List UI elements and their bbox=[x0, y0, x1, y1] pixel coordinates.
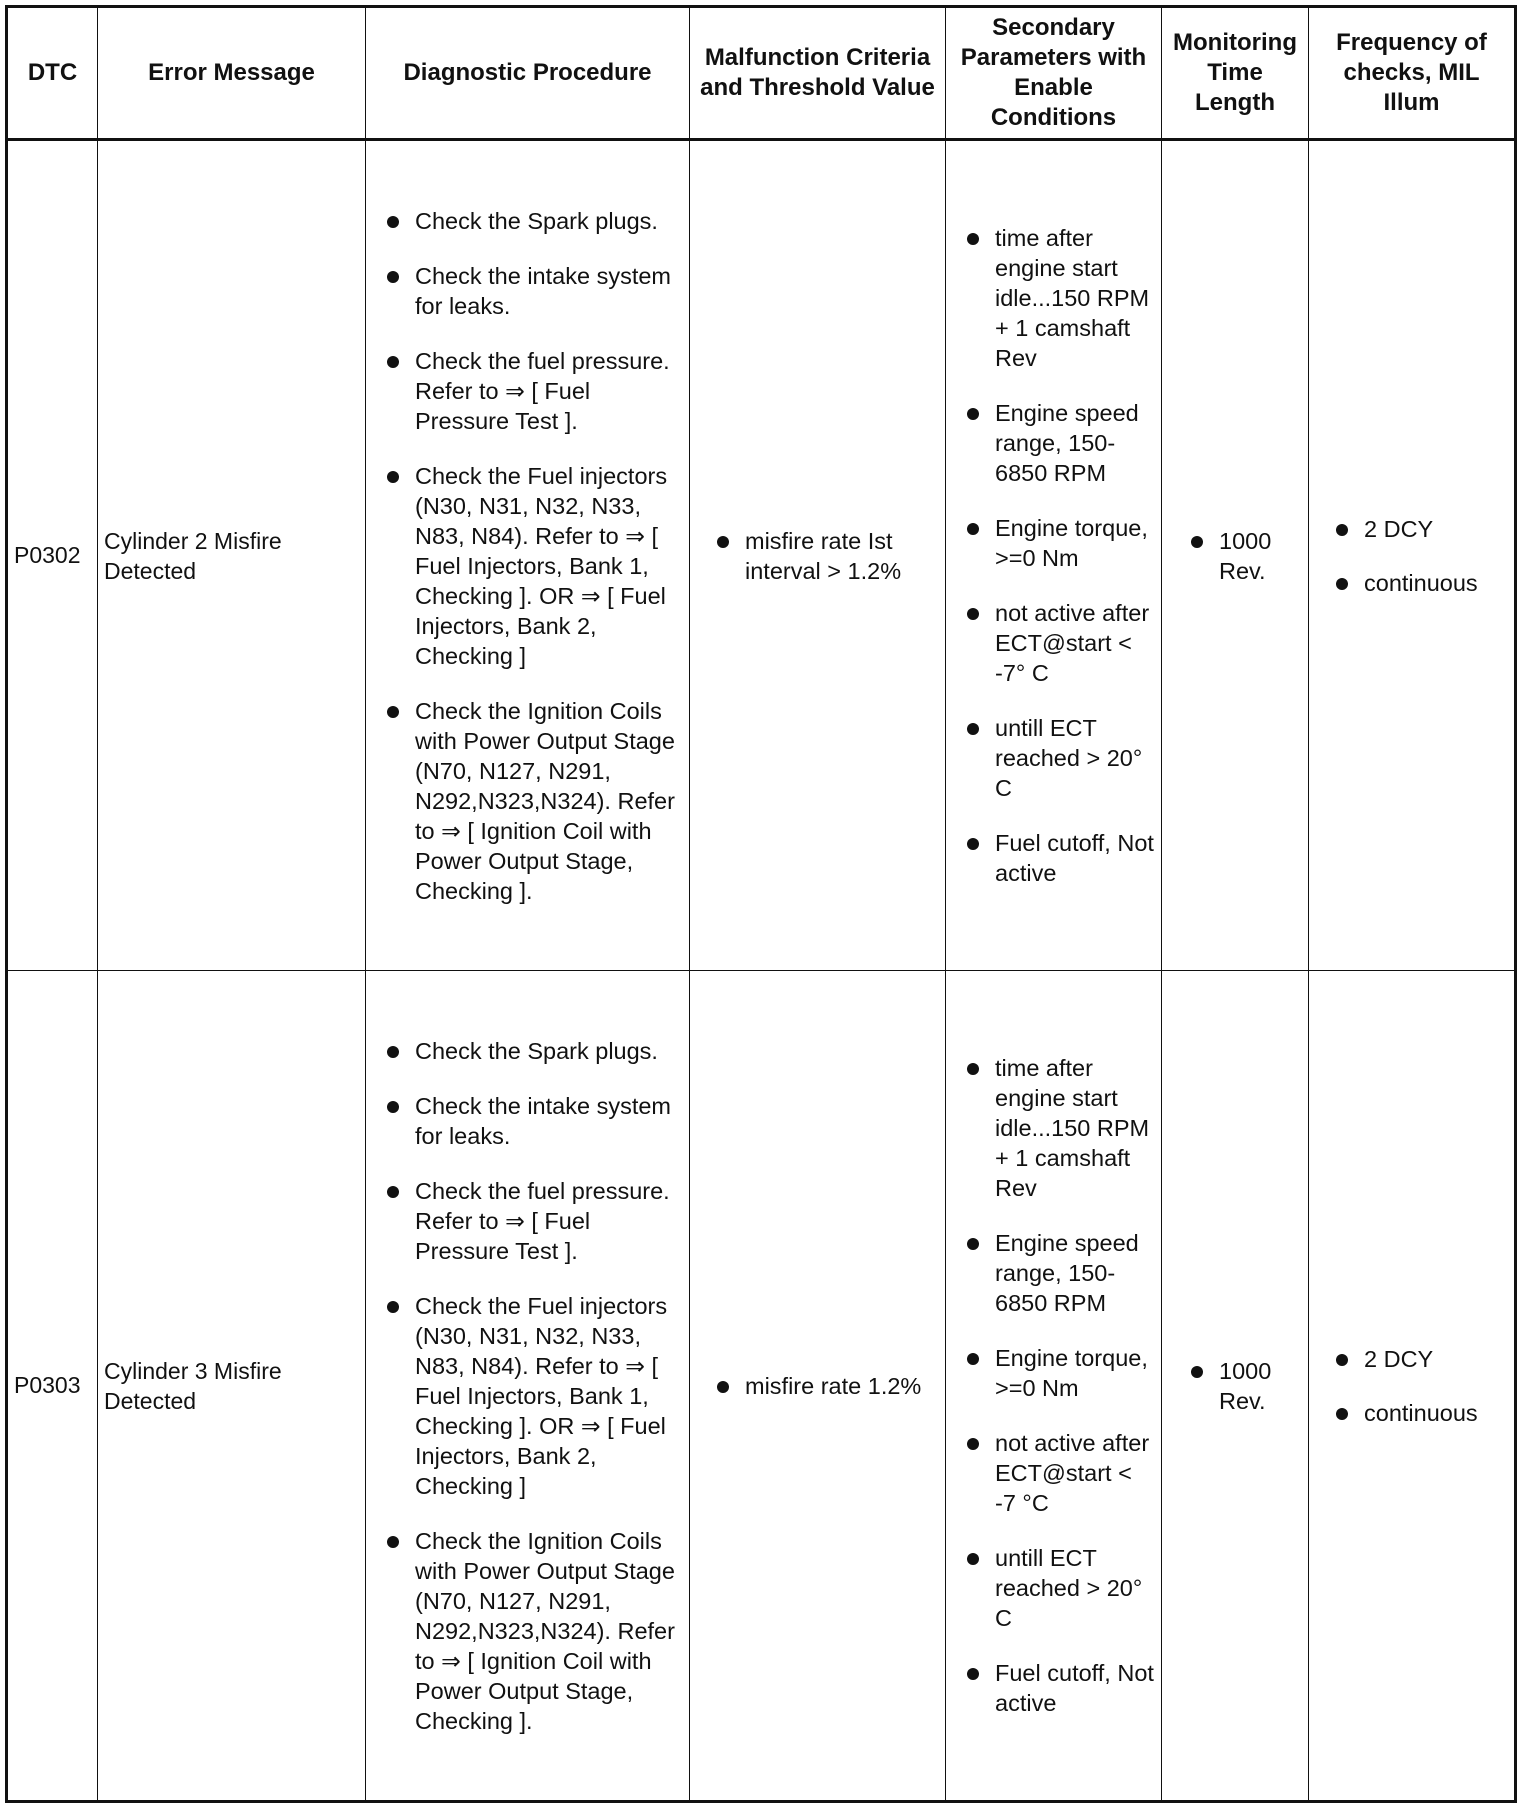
procedure-item: Check the intake system for leaks. bbox=[384, 1091, 685, 1151]
monitoring-list bbox=[1188, 1356, 1304, 1416]
frequency-cell bbox=[1309, 140, 1516, 971]
secondary-list bbox=[964, 223, 1157, 888]
header-error-message: Error Message bbox=[98, 7, 366, 140]
diagnostic-procedure-cell bbox=[366, 140, 690, 971]
secondary-list bbox=[964, 1053, 1157, 1718]
frequency-cell bbox=[1309, 971, 1516, 1802]
monitoring-item: 1000 Rev. bbox=[1188, 1356, 1304, 1416]
header-diagnostic-procedure: Diagnostic Procedure bbox=[366, 7, 690, 140]
secondary-item: not active after ECT@start < -7° C bbox=[964, 598, 1157, 688]
monitoring-list bbox=[1188, 526, 1304, 586]
frequency-list bbox=[1333, 1344, 1510, 1428]
frequency-item: 2 DCY bbox=[1333, 514, 1510, 544]
secondary-item: Fuel cutoff, Not active bbox=[964, 828, 1157, 888]
table-row bbox=[7, 971, 1516, 1802]
monitoring-time-cell bbox=[1162, 140, 1309, 971]
secondary-item: not active after ECT@start < -7 °C bbox=[964, 1428, 1157, 1518]
procedure-item: Check the Ignition Coils with Power Output Stage (N70, N127, N291, N292,N323,N324). Refer to ⇒ [ Ignition Coil with Power Output Stage, Checking ]. bbox=[384, 1526, 685, 1736]
procedure-list bbox=[384, 1036, 685, 1736]
malfunction-criteria-cell bbox=[690, 140, 946, 971]
criteria-item: misfire rate 1.2% bbox=[714, 1371, 941, 1401]
error-message: Cylinder 2 Misfire Detected bbox=[98, 140, 366, 971]
frequency-item: continuous bbox=[1333, 568, 1510, 598]
procedure-item: Check the Ignition Coils with Power Output Stage (N70, N127, N291, N292,N323,N324). Refer to ⇒ [ Ignition Coil with Power Output Stage, Checking ]. bbox=[384, 696, 685, 906]
criteria-list bbox=[714, 1371, 941, 1401]
frequency-item: continuous bbox=[1333, 1398, 1510, 1428]
frequency-item: 2 DCY bbox=[1333, 1344, 1510, 1374]
secondary-item: time after engine start idle...150 RPM + 1 camshaft Rev bbox=[964, 1053, 1157, 1203]
procedure-list bbox=[384, 206, 685, 906]
header-malfunction-criteria: Malfunction Criteria and Threshold Value bbox=[690, 7, 946, 140]
secondary-parameters-cell bbox=[946, 140, 1162, 971]
dtc-table bbox=[5, 5, 1517, 1803]
procedure-item: Check the Spark plugs. bbox=[384, 1036, 685, 1066]
header-dtc: DTC bbox=[7, 7, 98, 140]
secondary-item: untill ECT reached > 20° C bbox=[964, 713, 1157, 803]
secondary-item: time after engine start idle...150 RPM + 1 camshaft Rev bbox=[964, 223, 1157, 373]
procedure-item: Check the fuel pressure. Refer to ⇒ [ Fuel Pressure Test ]. bbox=[384, 1176, 685, 1266]
header-frequency: Frequency of checks, MIL Illum bbox=[1309, 7, 1516, 140]
secondary-item: Engine torque, >=0 Nm bbox=[964, 1343, 1157, 1403]
monitoring-item: 1000 Rev. bbox=[1188, 526, 1304, 586]
secondary-item: untill ECT reached > 20° C bbox=[964, 1543, 1157, 1633]
error-message: Cylinder 3 Misfire Detected bbox=[98, 971, 366, 1802]
secondary-item: Engine torque, >=0 Nm bbox=[964, 513, 1157, 573]
malfunction-criteria-cell bbox=[690, 971, 946, 1802]
dtc-code: P0302 bbox=[7, 140, 98, 971]
criteria-item: misfire rate Ist interval > 1.2% bbox=[714, 526, 941, 586]
procedure-item: Check the intake system for leaks. bbox=[384, 261, 685, 321]
diagnostic-procedure-cell bbox=[366, 971, 690, 1802]
dtc-code: P0303 bbox=[7, 971, 98, 1802]
secondary-item: Fuel cutoff, Not active bbox=[964, 1658, 1157, 1718]
frequency-list bbox=[1333, 514, 1510, 598]
table-row bbox=[7, 140, 1516, 971]
procedure-item: Check the Fuel injectors (N30, N31, N32, N33, N83, N84). Refer to ⇒ [ Fuel Injectors, Bank 1, Checking ]. OR ⇒ [ Fuel Injectors, Bank 2, Checking ] bbox=[384, 1291, 685, 1501]
procedure-item: Check the Fuel injectors (N30, N31, N32, N33, N83, N84). Refer to ⇒ [ Fuel Injectors, Bank 1, Checking ]. OR ⇒ [ Fuel Injectors, Bank 2, Checking ] bbox=[384, 461, 685, 671]
criteria-list bbox=[714, 526, 941, 586]
secondary-item: Engine speed range, 150-6850 RPM bbox=[964, 398, 1157, 488]
secondary-item: Engine speed range, 150-6850 RPM bbox=[964, 1228, 1157, 1318]
header-monitoring-time: Monitoring Time Length bbox=[1162, 7, 1309, 140]
header-secondary-parameters: Secondary Parameters with Enable Conditions bbox=[946, 7, 1162, 140]
procedure-item: Check the fuel pressure. Refer to ⇒ [ Fuel Pressure Test ]. bbox=[384, 346, 685, 436]
header-row bbox=[7, 7, 1516, 140]
procedure-item: Check the Spark plugs. bbox=[384, 206, 685, 236]
monitoring-time-cell bbox=[1162, 971, 1309, 1802]
secondary-parameters-cell bbox=[946, 971, 1162, 1802]
